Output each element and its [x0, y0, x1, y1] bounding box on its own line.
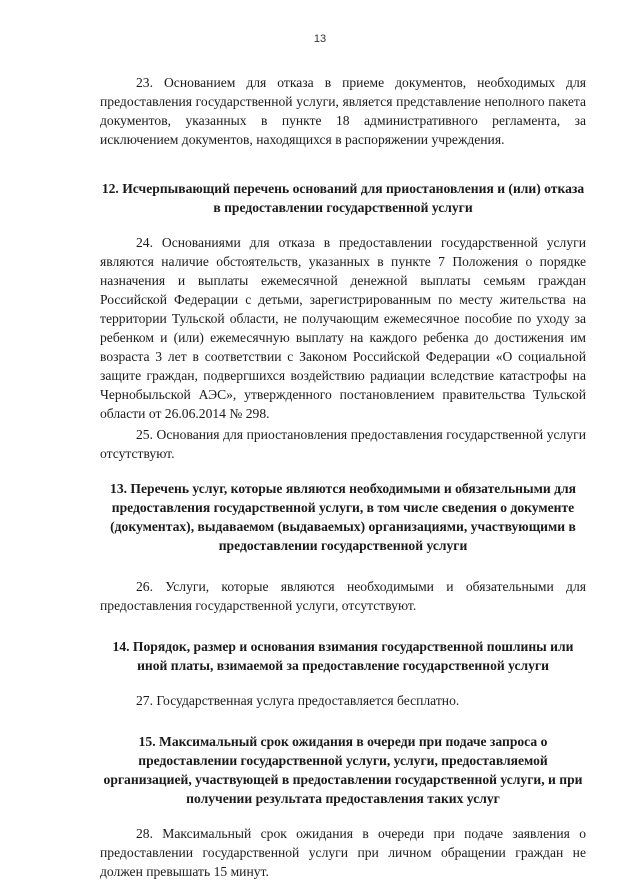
paragraph-27: 27. Государственная услуга предоставляется бесплатно. — [136, 693, 460, 708]
section-heading-15: 15. Максимальный срок ожидания в очереди при подаче запроса о предоставлении государственной услуги, услуги, предоставляемой организацией, участвующей в предоставлении государственной услуги, и при получении результата предоставления таких услуг — [103, 734, 583, 806]
section-heading-14: 14. Порядок, размер и основания взимания государственной пошлины или иной платы, взимаемой за предоставление государственной услуги — [112, 639, 574, 673]
section-heading-12: 12. Исчерпывающий перечень оснований для приостановления и (или) отказа в предоставлении государственной услуги — [101, 181, 585, 215]
page-number: 13 — [313, 33, 327, 45]
paragraph-23: 23. Основанием для отказа в приеме документов, необходимых для предоставления государственной услуги, является представление неполного пакета документов, указанных в пункте 18 административного регламента, за исключением документов, находящихся в распоряжении учреждения. — [100, 75, 586, 147]
document-body — [100, 73, 586, 881]
paragraph-25: 25. Основания для приостановления предоставления государственной услуги отсутствуют. — [100, 427, 586, 461]
paragraph-26: 26. Услуги, которые являются необходимыми и обязательными для предоставления государственной услуги, отсутствуют. — [100, 579, 586, 613]
paragraph-28: 28. Максимальный срок ожидания в очереди при подаче заявления о предоставлении государственной услуги при личном обращении граждан не должен превышать 15 минут. — [100, 826, 586, 879]
paragraph-24: 24. Основаниями для отказа в предоставлении государственной услуги являются наличие обстоятельств, указанных в пункте 7 Положения о порядке назначения и выплаты ежемесячной денежной выплаты семьям граждан Российской Федерации с детьми, зарегистрированным по месту жительства на территории Тульской области, не получающим ежемесячное пособие по уходу за ребенком и (или) ежемесячную выплату на каждого ребенка до достижения им возраста 3 лет в соответствии с Законом Российской Федерации «О социальной защите граждан, подвергшихся воздействию радиации вследствие катастрофы на Чернобыльской АЭС», утвержденного постановлением правительства Тульской области от 26.06.2014 № 298. — [100, 235, 586, 421]
section-heading-13: 13. Перечень услуг, которые являются необходимыми и обязательными для предоставления государственной услуги, в том числе сведения о документе (документах), выдаваемом (выдаваемых) организациями, участвующими в предоставлении государственной услуги — [110, 481, 576, 553]
